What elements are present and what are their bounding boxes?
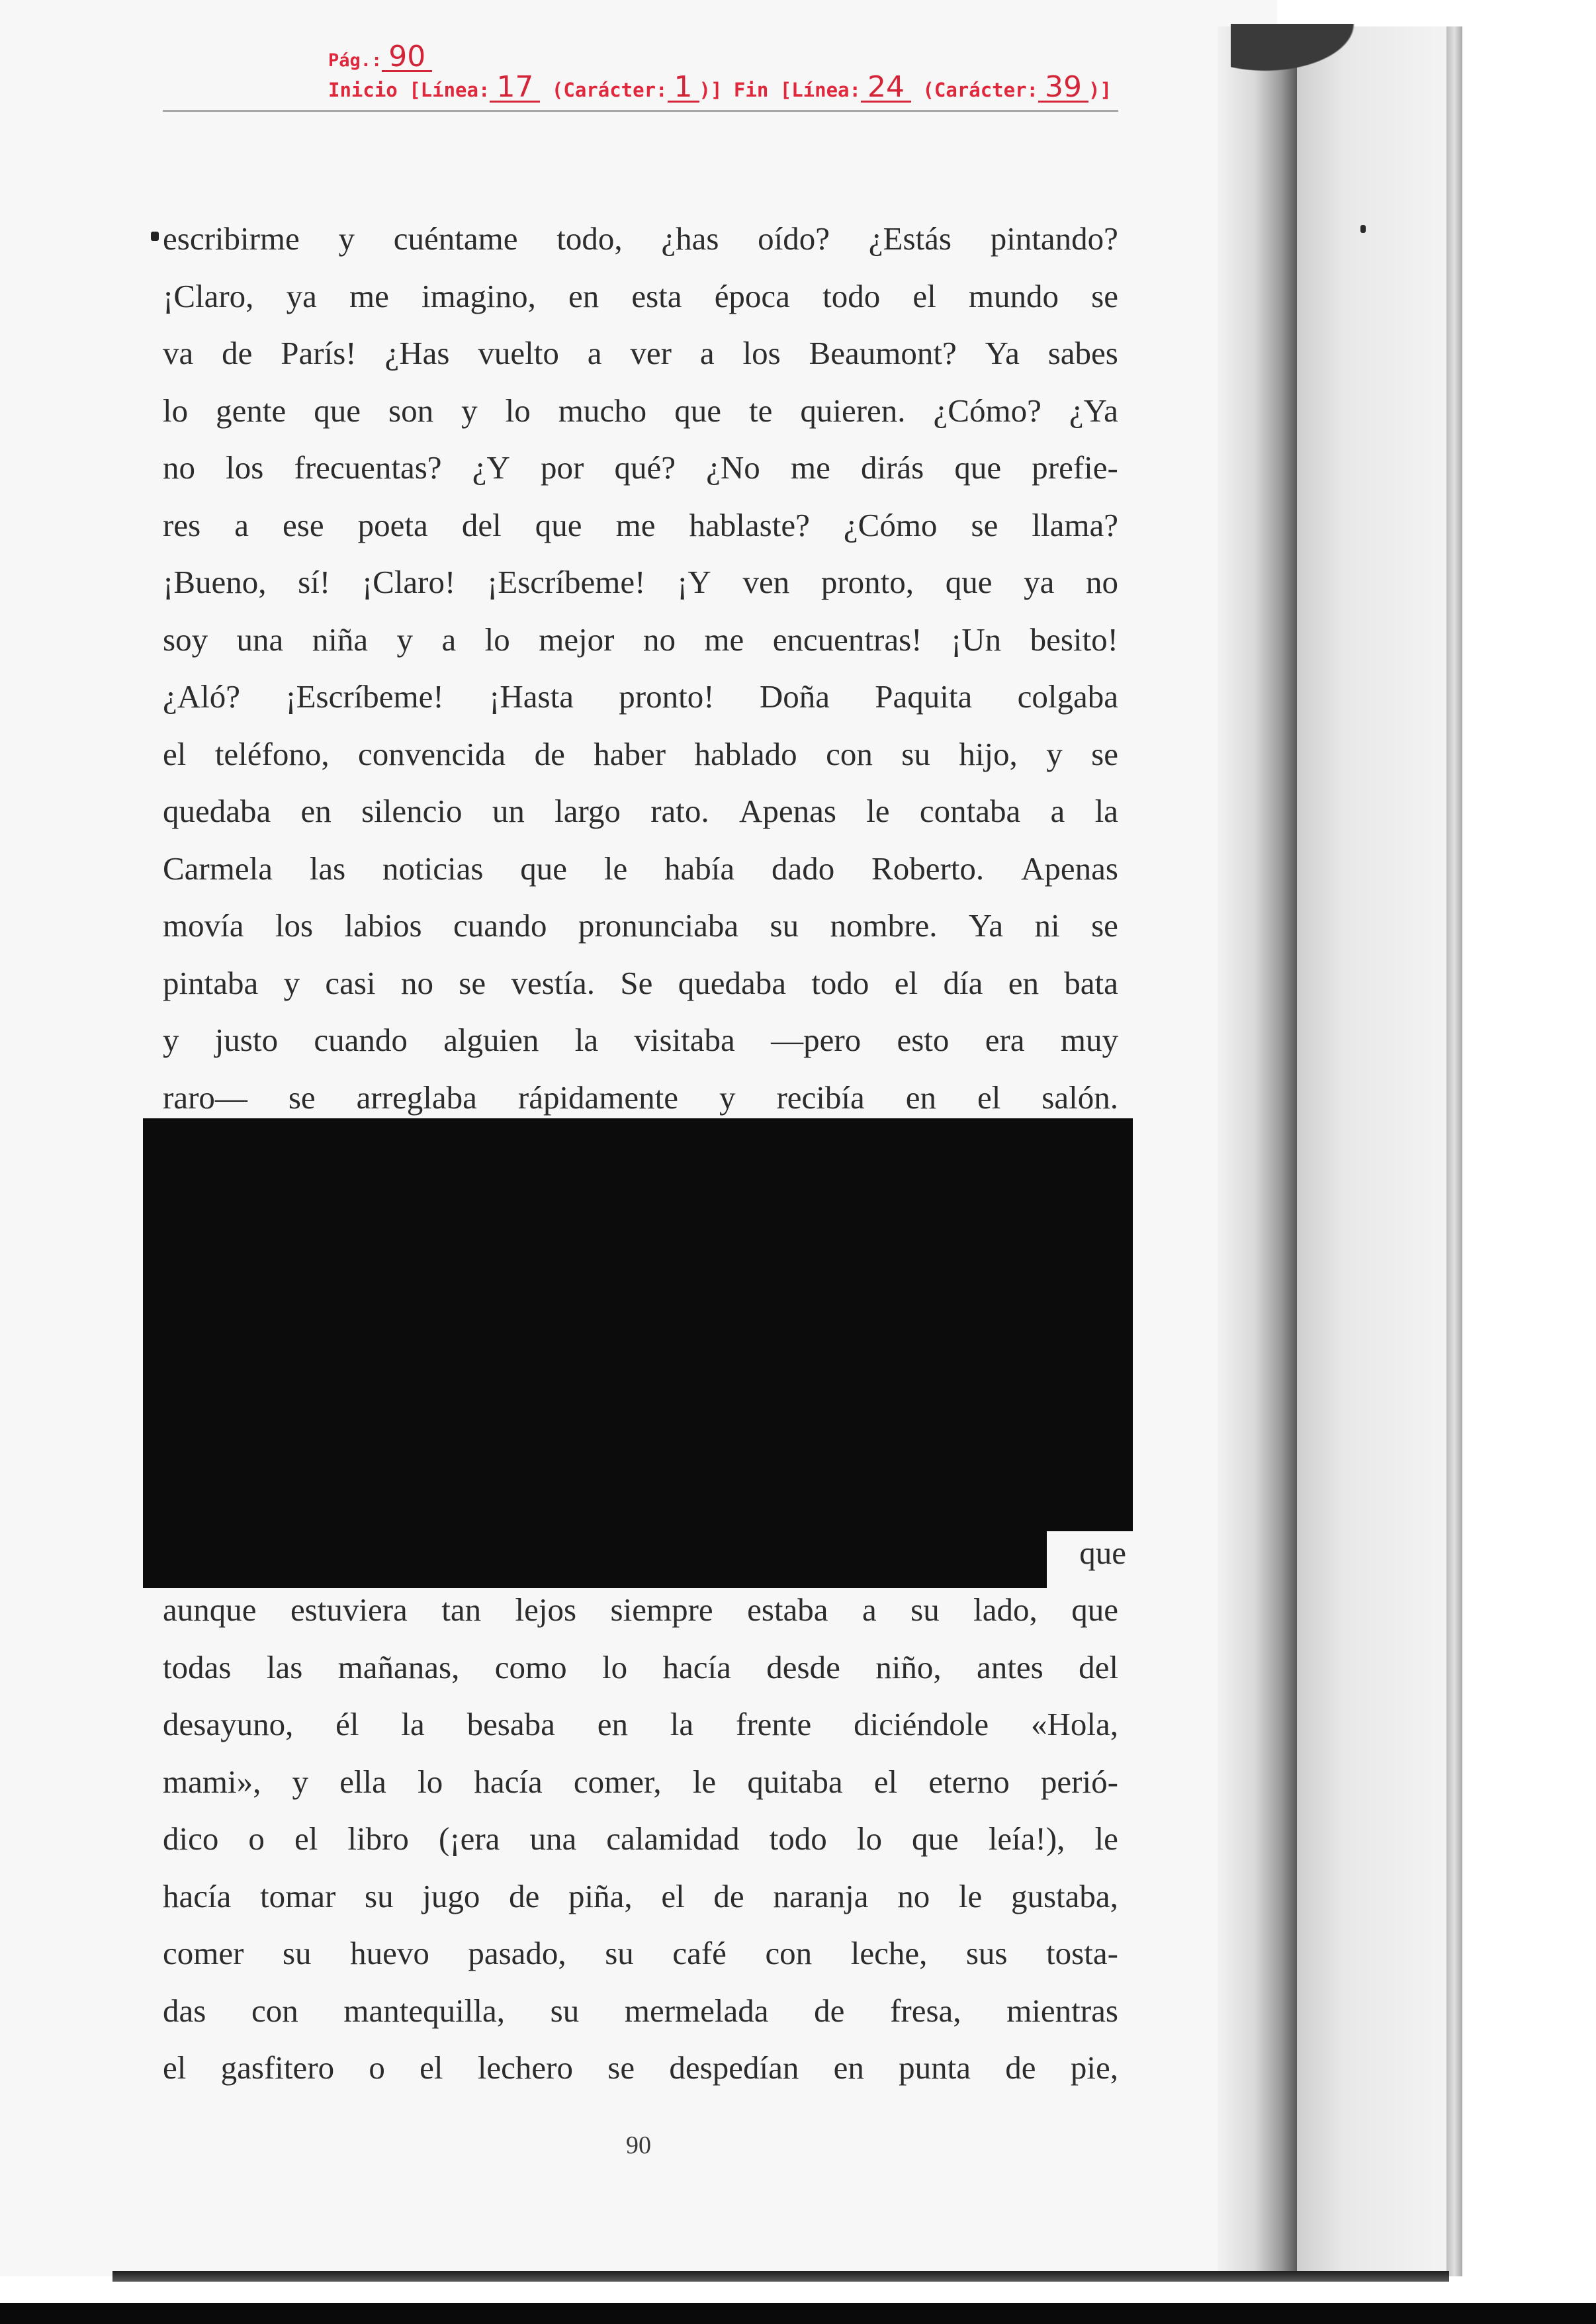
- end-label: )] Fin [Línea:: [699, 79, 861, 101]
- text-line: das con mantequilla, su mermelada de fresa, mientras: [163, 1992, 1118, 2029]
- bottom-edge-shadow: [112, 2271, 1449, 2282]
- paragraph-bottom: [163, 1582, 1118, 2097]
- text-line: escribirme y cuéntame todo, ¿has oído? ¿Estás pintando?: [163, 220, 1118, 257]
- text-line: pintaba y casi no se vestía. Se quedaba todo el día en bata: [163, 964, 1118, 1001]
- text-line: y justo cuando alguien la visitaba —pero esto era muy: [163, 1022, 1118, 1058]
- text-line: comer su huevo pasado, su café con leche, sus tosta-: [163, 1935, 1118, 1971]
- annotation-stamp: [328, 29, 1155, 122]
- text-line: ¡Claro, ya me imagino, en esta época todo el mundo se: [163, 277, 1118, 314]
- text-line: todas las mañanas, como lo hacía desde niño, antes del: [163, 1648, 1118, 1685]
- page-value: 90: [382, 44, 432, 72]
- redaction-block: [143, 1118, 1133, 1588]
- text-line: el teléfono, convencida de haber hablado con su hijo, y se: [163, 735, 1118, 772]
- text-line: ¿Aló? ¡Escríbeme! ¡Hasta pronto! Doña Paquita colgaba: [163, 678, 1118, 715]
- text-line: lo gente que son y lo mucho que te quieren. ¿Cómo? ¿Ya: [163, 392, 1118, 429]
- text-line: va de París! ¿Has vuelto a ver a los Beaumont? Ya sabes: [163, 335, 1118, 371]
- text-line: desayuno, él la besaba en la frente diciéndole «Hola,: [163, 1706, 1118, 1742]
- header-rule: [163, 110, 1118, 112]
- text-line: ¡Bueno, sí! ¡Claro! ¡Escríbeme! ¡Y ven pronto, que ya no: [163, 564, 1118, 600]
- end-char-value: 39: [1038, 74, 1088, 103]
- text-line: dico o el libro (¡era una calamidad todo lo que leía!), le: [163, 1820, 1118, 1857]
- end-line-value: 24: [861, 74, 911, 103]
- margin-mark: [151, 232, 159, 241]
- redaction-tail-word: que: [1079, 1535, 1126, 1571]
- text-line: aunque estuviera tan lejos siempre estaba a su lado, que: [163, 1591, 1118, 1628]
- text-line: no los frecuentas? ¿Y por qué? ¿No me dirás que prefie-: [163, 449, 1118, 486]
- page-number: 90: [626, 2131, 651, 2159]
- text-line: soy una niña y a lo mejor no me encuentras! ¡Un besito!: [163, 621, 1118, 658]
- start-line-value: 17: [490, 74, 540, 103]
- paragraph-top: [163, 210, 1118, 1126]
- text-line: hacía tomar su jugo de piña, el de naranja no le gustaba,: [163, 1877, 1118, 1914]
- end-char-label: (Carácter:: [922, 79, 1039, 101]
- text-line: el gasfitero o el lechero se despedían en punta de pie,: [163, 2049, 1118, 2086]
- start-char-value: 1: [668, 74, 699, 103]
- text-line: mami», y ella lo hacía comer, le quitaba el eterno perió-: [163, 1763, 1118, 1800]
- header-close: )]: [1088, 79, 1112, 101]
- page-label: Pág.:: [328, 50, 382, 71]
- facing-page-edge: [1446, 26, 1462, 2276]
- range-annotation: [328, 70, 1112, 104]
- text-line: Carmela las noticias que le había dado Roberto. Apenas: [163, 850, 1118, 887]
- text-line: quedaba en silencio un largo rato. Apenas le contaba a la: [163, 793, 1118, 829]
- facing-page-mark: [1360, 225, 1366, 233]
- text-line: raro— se arreglaba rápidamente y recibía en el salón.: [163, 1079, 1118, 1116]
- start-label: Inicio [Línea:: [328, 79, 490, 101]
- text-line: res a ese poeta del que me hablaste? ¿Cómo se llama?: [163, 506, 1118, 543]
- start-char-label: (Carácter:: [551, 79, 668, 101]
- spine-top-shadow: [1231, 24, 1403, 97]
- text-line: movía los labios cuando pronunciaba su nombre. Ya ni se: [163, 907, 1118, 944]
- page-annotation: [328, 40, 432, 73]
- facing-page: [1297, 26, 1456, 2276]
- scanner-bottom-band: [0, 2303, 1596, 2324]
